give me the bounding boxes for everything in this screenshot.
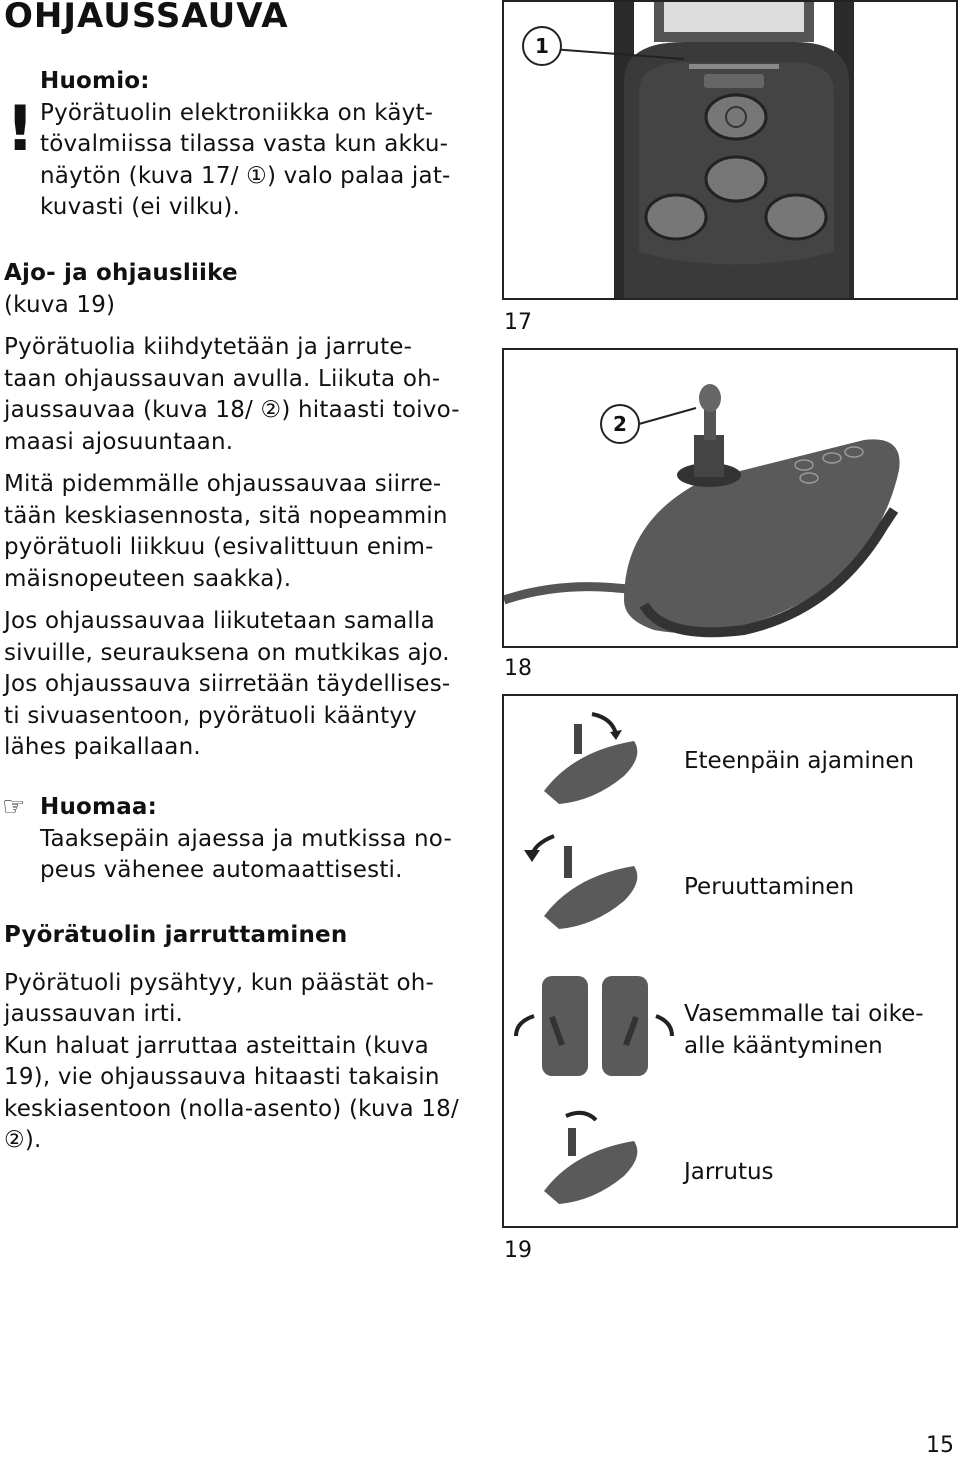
paragraph-line: Pyörätuolia kiihdytetään ja jarrute- [4, 334, 413, 360]
paragraph-line: ti sivuasentoon, pyörätuoli kääntyy [4, 702, 417, 729]
note-line: peus vähenee automaattisesti. [40, 857, 403, 883]
page-number: 15 [926, 1433, 954, 1458]
joystick-photo [504, 350, 958, 648]
paragraph-line: mäisnopeuteen saakka). [4, 565, 292, 592]
figure-number: 18 [504, 656, 532, 681]
paragraph-line: tään keskiasennosta, sitä nopeammin [4, 502, 448, 529]
notice-line: kuvasti (ei vilku). [40, 194, 241, 220]
section-subheading: (kuva 19) [4, 291, 116, 318]
pointing-hand-icon: ☞ [2, 792, 26, 822]
paragraph-line: lähes paikallaan. [4, 734, 201, 760]
notice-line: tövalmiissa tilassa vasta kun akku- [40, 131, 449, 157]
warning-exclamation-icon: ! [6, 92, 35, 165]
control-panel-photo [504, 2, 958, 300]
paragraph-line: Jos ohjaussauvaa liikutetaan samalla [4, 608, 435, 634]
callout-1: 1 [522, 26, 562, 66]
notice-line: näytön (kuva 17/ ①) valo palaa jat- [40, 162, 451, 189]
paragraph-line: ②). [4, 1127, 42, 1153]
section-driving [4, 258, 484, 764]
page-title: OHJAUSSAUVA [4, 0, 289, 36]
caption-turning [684, 999, 924, 1062]
paragraph-line: pyörätuoli liikkuu (esivalittuun enim- [4, 534, 434, 560]
caption-line: Vasemmalle tai oike- [684, 1001, 924, 1027]
paragraph-line: Mitä pidemmälle ohjaussauvaa siirre- [4, 471, 442, 497]
note-block [40, 792, 452, 887]
paragraph-line: keskiasentoon (nolla-asento) (kuva 18/ [4, 1095, 459, 1122]
paragraph-line: Kun haluat jarruttaa asteittain (kuva [4, 1032, 429, 1059]
notice-block [40, 66, 451, 224]
caption-forward: Eteenpäin ajaminen [684, 748, 915, 774]
notice-line: Pyörätuolin elektroniikka on käyt- [40, 99, 434, 126]
paragraph-line: sivuille, seurauksena on mutkikas ajo. [4, 639, 450, 666]
figure-number: 19 [504, 1238, 532, 1263]
note-heading: Huomaa: [40, 794, 158, 820]
reverse-joystick-icon [524, 836, 637, 929]
figure-17 [502, 0, 958, 300]
section-heading: Pyörätuolin jarruttaminen [4, 922, 348, 948]
caption-line: alle kääntyminen [684, 1032, 883, 1059]
paragraph-line: jaussauvaa (kuva 18/ ②) hitaasti toivo- [4, 397, 460, 423]
figure-number: 17 [504, 310, 532, 335]
note-line: Taaksepäin ajaessa ja mutkissa no- [40, 825, 453, 852]
paragraph-line: maasi ajosuuntaan. [4, 428, 234, 455]
callout-2: 2 [600, 404, 640, 444]
paragraph-line: Jos ohjaussauva siirretään täydellises- [4, 671, 451, 697]
section-heading: Ajo- ja ohjausliike [4, 260, 238, 286]
turning-joystick-icons [516, 976, 672, 1076]
paragraph-line: Pyörätuoli pysähtyy, kun päästät oh- [4, 969, 435, 996]
notice-heading: Huomio: [40, 68, 150, 94]
paragraph-line: jaussauvan irti. [4, 1001, 184, 1027]
paragraph-line: taan ohjaussauvan avulla. Liikuta oh- [4, 365, 441, 392]
figure-19 [502, 694, 958, 1228]
section-braking [4, 920, 484, 1157]
braking-joystick-icon [544, 1113, 637, 1204]
caption-reverse: Peruuttaminen [684, 874, 855, 900]
caption-braking: Jarrutus [684, 1159, 774, 1185]
figure-18 [502, 348, 958, 648]
forward-joystick-icon [544, 714, 637, 804]
paragraph-line: 19), vie ohjaussauva hitaasti takaisin [4, 1064, 440, 1090]
